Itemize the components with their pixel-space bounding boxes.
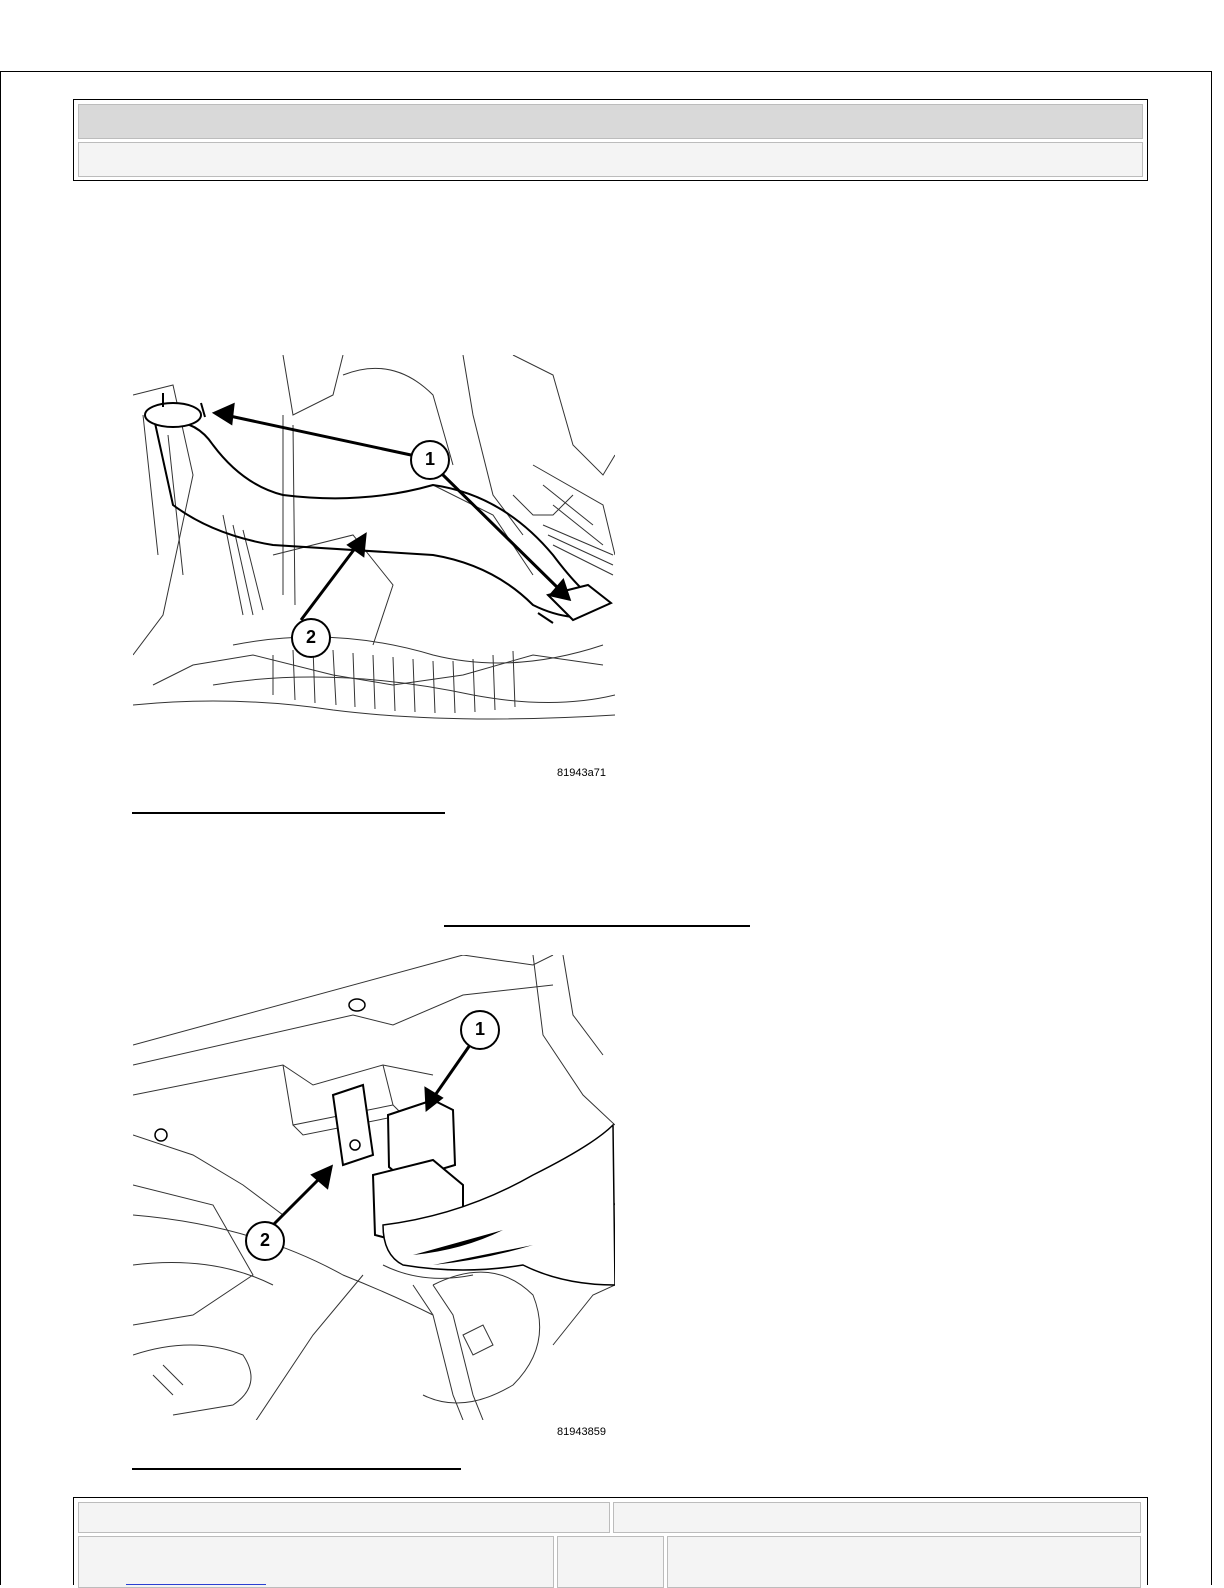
callout-2-label: 2 xyxy=(259,1230,270,1250)
callout-1-circle xyxy=(410,440,450,480)
footer-cell xyxy=(78,1502,610,1533)
callout-2-circle xyxy=(291,618,331,658)
figure-hose-illustration xyxy=(133,355,615,725)
footer-table xyxy=(73,1497,1148,1585)
hose-line-art xyxy=(133,355,615,725)
header-table xyxy=(73,99,1148,181)
divider-rule xyxy=(132,812,445,814)
divider-rule xyxy=(132,1468,461,1470)
footer-link[interactable] xyxy=(126,1573,266,1585)
callout-2-label: 2 xyxy=(305,627,316,647)
divider-rule xyxy=(444,925,750,927)
callout-1-label: 1 xyxy=(474,1019,485,1039)
footer-cell xyxy=(613,1502,1141,1533)
header-subtitle-band xyxy=(78,142,1143,177)
callout-1-label: 1 xyxy=(424,449,435,469)
footer-cell xyxy=(557,1536,664,1588)
header-title-band xyxy=(78,104,1143,139)
callout-2-circle xyxy=(245,1221,285,1261)
figure-id-label: 81943859 xyxy=(557,1426,606,1438)
footer-cell xyxy=(667,1536,1141,1588)
figure-connector-illustration xyxy=(133,955,615,1420)
connector-line-art xyxy=(133,955,615,1420)
figure-id-label: 81943a71 xyxy=(557,767,606,779)
callout-1-circle xyxy=(460,1010,500,1050)
